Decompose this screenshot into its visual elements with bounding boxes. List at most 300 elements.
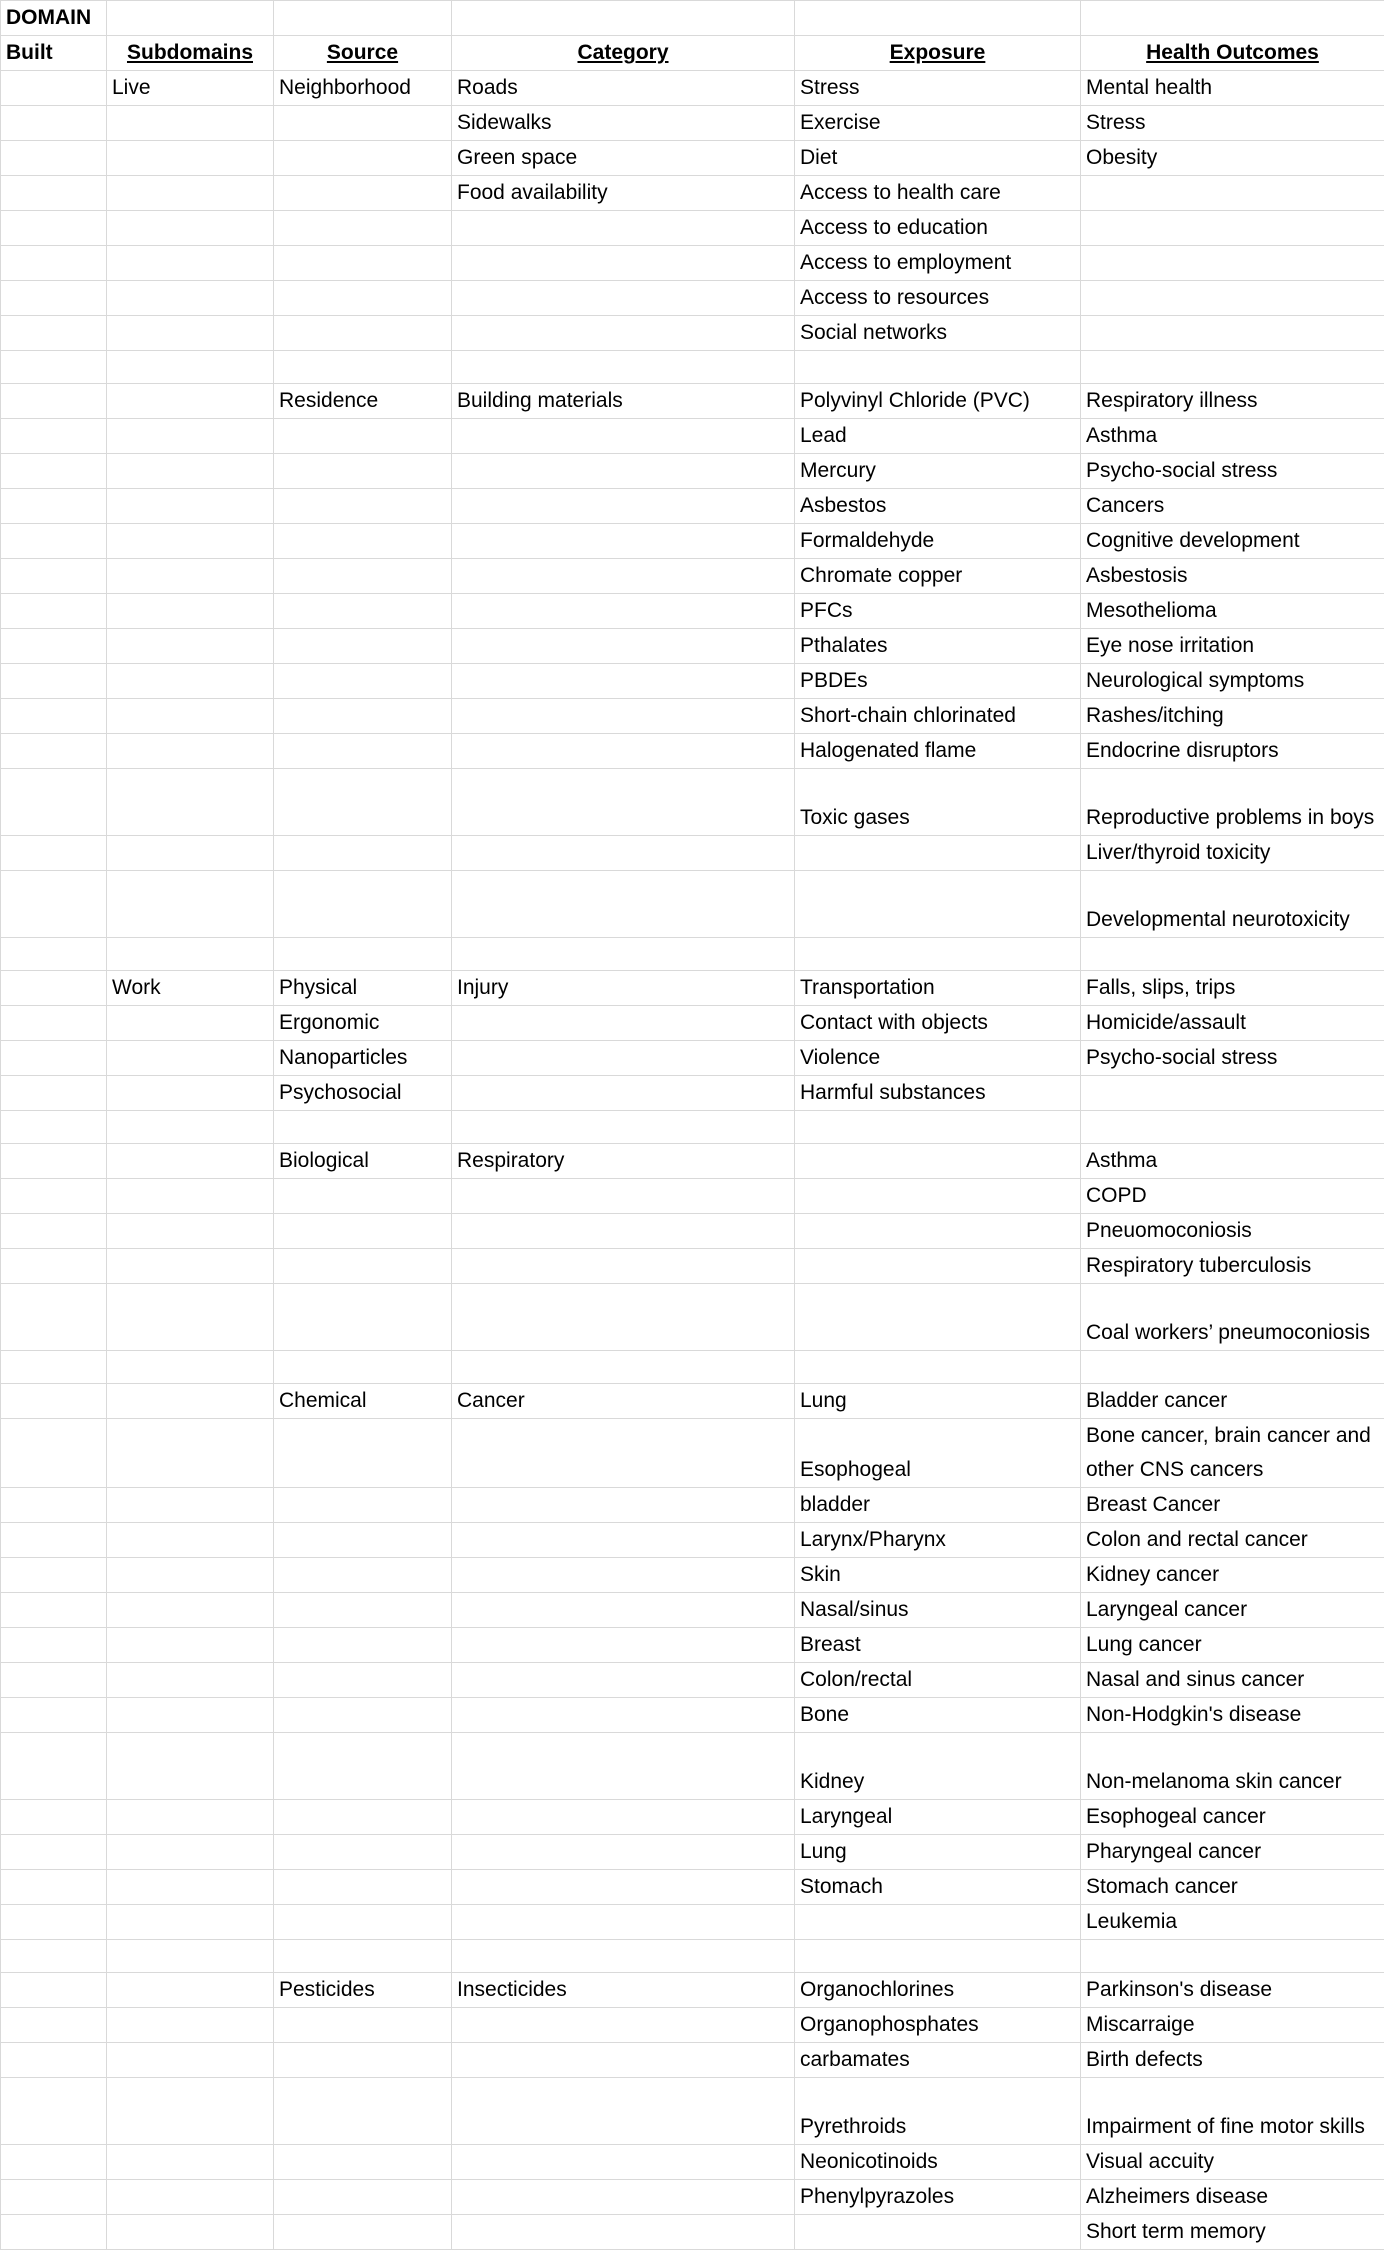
cell-category-col[interactable] — [452, 316, 795, 351]
cell-health-outcome-col[interactable]: Asthma — [1081, 1144, 1384, 1179]
cell-source-col[interactable] — [274, 1558, 452, 1593]
cell-exposure-col[interactable] — [795, 2215, 1081, 2250]
cell-source-col[interactable] — [274, 1628, 452, 1663]
cell-source-col[interactable] — [274, 734, 452, 769]
cell-source-col[interactable] — [274, 559, 452, 594]
cell-subdomain-col[interactable] — [107, 938, 274, 971]
cell-category-col[interactable] — [452, 2215, 795, 2250]
cell-domain-col[interactable] — [1, 1558, 107, 1593]
cell-health-outcome-col[interactable]: Miscarraige — [1081, 2008, 1384, 2043]
cell-source-col[interactable] — [274, 699, 452, 734]
cell-health-outcome-col[interactable]: Visual accuity — [1081, 2145, 1384, 2180]
cell-source-col[interactable] — [274, 664, 452, 699]
cell-subdomain-col[interactable] — [107, 1384, 274, 1419]
cell-domain-col[interactable] — [1, 769, 107, 836]
cell-category-col[interactable] — [452, 246, 795, 281]
cell-exposure-col[interactable]: Chromate copper — [795, 559, 1081, 594]
cell-subdomain-col[interactable] — [107, 419, 274, 454]
cell-subdomain-col[interactable] — [107, 489, 274, 524]
cell-category-col[interactable] — [452, 1179, 795, 1214]
cell-source-col[interactable]: Source — [274, 36, 452, 71]
cell-category-col[interactable] — [452, 769, 795, 836]
cell-source-col[interactable] — [274, 1870, 452, 1905]
cell-domain-col[interactable] — [1, 1905, 107, 1940]
cell-domain-col[interactable] — [1, 454, 107, 489]
cell-domain-col[interactable] — [1, 1733, 107, 1800]
cell-exposure-col[interactable]: Polyvinyl Chloride (PVC) — [795, 384, 1081, 419]
cell-exposure-col[interactable]: PBDEs — [795, 664, 1081, 699]
cell-health-outcome-col[interactable] — [1081, 351, 1384, 384]
cell-health-outcome-col[interactable]: Rashes/itching — [1081, 699, 1384, 734]
cell-exposure-col[interactable]: Transportation — [795, 971, 1081, 1006]
cell-exposure-col[interactable]: Exposure — [795, 36, 1081, 71]
cell-subdomain-col[interactable] — [107, 1628, 274, 1663]
cell-subdomain-col[interactable] — [107, 1249, 274, 1284]
cell-health-outcome-col[interactable]: Endocrine disruptors — [1081, 734, 1384, 769]
cell-domain-col[interactable] — [1, 1351, 107, 1384]
cell-health-outcome-col[interactable]: Stress — [1081, 106, 1384, 141]
cell-domain-col[interactable] — [1, 1249, 107, 1284]
cell-subdomain-col[interactable] — [107, 734, 274, 769]
cell-category-col[interactable]: Injury — [452, 971, 795, 1006]
cell-exposure-col[interactable] — [795, 1249, 1081, 1284]
cell-domain-col[interactable] — [1, 1179, 107, 1214]
cell-subdomain-col[interactable] — [107, 384, 274, 419]
cell-health-outcome-col[interactable]: Short term memory — [1081, 2215, 1384, 2250]
cell-domain-col[interactable] — [1, 141, 107, 176]
cell-category-col[interactable] — [452, 1111, 795, 1144]
cell-exposure-col[interactable] — [795, 1940, 1081, 1973]
cell-exposure-col[interactable] — [795, 1111, 1081, 1144]
cell-health-outcome-col[interactable]: Nasal and sinus cancer — [1081, 1663, 1384, 1698]
cell-health-outcome-col[interactable]: Bone cancer, brain cancer and other CNS cancers — [1081, 1419, 1384, 1488]
cell-subdomain-col[interactable] — [107, 629, 274, 664]
cell-subdomain-col[interactable] — [107, 1905, 274, 1940]
cell-domain-col[interactable] — [1, 871, 107, 938]
cell-exposure-col[interactable]: Diet — [795, 141, 1081, 176]
cell-domain-col[interactable] — [1, 971, 107, 1006]
cell-source-col[interactable] — [274, 769, 452, 836]
cell-subdomain-col[interactable] — [107, 1144, 274, 1179]
cell-subdomain-col[interactable] — [107, 246, 274, 281]
cell-subdomain-col[interactable] — [107, 2078, 274, 2145]
cell-health-outcome-col[interactable]: Respiratory tuberculosis — [1081, 1249, 1384, 1284]
cell-source-col[interactable] — [274, 871, 452, 938]
cell-subdomain-col[interactable] — [107, 1284, 274, 1351]
cell-health-outcome-col[interactable]: Psycho-social stress — [1081, 454, 1384, 489]
cell-exposure-col[interactable]: PFCs — [795, 594, 1081, 629]
cell-domain-col[interactable] — [1, 1041, 107, 1076]
cell-exposure-col[interactable]: Stomach — [795, 1870, 1081, 1905]
cell-health-outcome-col[interactable]: Cognitive development — [1081, 524, 1384, 559]
cell-category-col[interactable] — [452, 524, 795, 559]
cell-category-col[interactable] — [452, 2145, 795, 2180]
cell-category-col[interactable] — [452, 454, 795, 489]
cell-domain-col[interactable] — [1, 1835, 107, 1870]
cell-source-col[interactable] — [274, 2078, 452, 2145]
cell-health-outcome-col[interactable]: Stomach cancer — [1081, 1870, 1384, 1905]
cell-source-col[interactable] — [274, 938, 452, 971]
cell-subdomain-col[interactable] — [107, 2145, 274, 2180]
cell-source-col[interactable] — [274, 1800, 452, 1835]
cell-exposure-col[interactable]: carbamates — [795, 2043, 1081, 2078]
cell-health-outcome-col[interactable] — [1081, 1351, 1384, 1384]
cell-domain-col[interactable] — [1, 559, 107, 594]
cell-exposure-col[interactable]: Stress — [795, 71, 1081, 106]
cell-subdomain-col[interactable] — [107, 769, 274, 836]
cell-domain-col[interactable] — [1, 2215, 107, 2250]
cell-exposure-col[interactable]: Harmful substances — [795, 1076, 1081, 1111]
cell-health-outcome-col[interactable]: Lung cancer — [1081, 1628, 1384, 1663]
cell-source-col[interactable]: Pesticides — [274, 1973, 452, 2008]
cell-domain-col[interactable] — [1, 106, 107, 141]
cell-source-col[interactable] — [274, 1523, 452, 1558]
cell-domain-col[interactable] — [1, 1144, 107, 1179]
cell-domain-col[interactable] — [1, 629, 107, 664]
cell-health-outcome-col[interactable]: Obesity — [1081, 141, 1384, 176]
cell-health-outcome-col[interactable]: Pneuomoconiosis — [1081, 1214, 1384, 1249]
cell-source-col[interactable] — [274, 1488, 452, 1523]
cell-exposure-col[interactable]: Organochlorines — [795, 1973, 1081, 2008]
cell-subdomain-col[interactable] — [107, 2180, 274, 2215]
cell-category-col[interactable]: Insecticides — [452, 1973, 795, 2008]
cell-domain-col[interactable] — [1, 176, 107, 211]
cell-category-col[interactable] — [452, 871, 795, 938]
cell-category-col[interactable] — [452, 351, 795, 384]
cell-subdomain-col[interactable] — [107, 1419, 274, 1488]
cell-subdomain-col[interactable] — [107, 1870, 274, 1905]
cell-health-outcome-col[interactable]: Parkinson's disease — [1081, 1973, 1384, 2008]
cell-exposure-col[interactable] — [795, 1144, 1081, 1179]
cell-source-col[interactable] — [274, 351, 452, 384]
cell-category-col[interactable] — [452, 1351, 795, 1384]
cell-exposure-col[interactable] — [795, 1284, 1081, 1351]
cell-exposure-col[interactable]: Colon/rectal — [795, 1663, 1081, 1698]
cell-category-col[interactable] — [452, 2043, 795, 2078]
cell-category-col[interactable] — [452, 1214, 795, 1249]
cell-category-col[interactable] — [452, 1940, 795, 1973]
cell-subdomain-col[interactable] — [107, 351, 274, 384]
cell-exposure-col[interactable]: Lung — [795, 1384, 1081, 1419]
cell-source-col[interactable] — [274, 1284, 452, 1351]
cell-category-col[interactable]: Cancer — [452, 1384, 795, 1419]
cell-health-outcome-col[interactable]: Coal workers’ pneumoconiosis — [1081, 1284, 1384, 1351]
cell-health-outcome-col[interactable]: Breast Cancer — [1081, 1488, 1384, 1523]
cell-category-col[interactable] — [452, 1698, 795, 1733]
cell-exposure-col[interactable]: Access to employment — [795, 246, 1081, 281]
cell-subdomain-col[interactable] — [107, 699, 274, 734]
cell-source-col[interactable] — [274, 246, 452, 281]
cell-source-col[interactable] — [274, 1179, 452, 1214]
cell-subdomain-col[interactable] — [107, 454, 274, 489]
cell-domain-col[interactable] — [1, 2008, 107, 2043]
cell-subdomain-col[interactable] — [107, 1, 274, 36]
cell-category-col[interactable] — [452, 1488, 795, 1523]
cell-subdomain-col[interactable] — [107, 871, 274, 938]
cell-exposure-col[interactable]: Breast — [795, 1628, 1081, 1663]
cell-exposure-col[interactable]: Contact with objects — [795, 1006, 1081, 1041]
cell-category-col[interactable]: Green space — [452, 141, 795, 176]
cell-exposure-col[interactable] — [795, 1179, 1081, 1214]
cell-exposure-col[interactable]: Asbestos — [795, 489, 1081, 524]
cell-category-col[interactable] — [452, 938, 795, 971]
cell-domain-col[interactable] — [1, 211, 107, 246]
cell-exposure-col[interactable]: Esophogeal — [795, 1419, 1081, 1488]
cell-health-outcome-col[interactable] — [1081, 176, 1384, 211]
cell-exposure-col[interactable] — [795, 351, 1081, 384]
cell-source-col[interactable] — [274, 489, 452, 524]
cell-domain-col[interactable] — [1, 351, 107, 384]
cell-category-col[interactable] — [452, 211, 795, 246]
cell-source-col[interactable] — [274, 454, 452, 489]
cell-domain-col[interactable] — [1, 664, 107, 699]
cell-subdomain-col[interactable] — [107, 176, 274, 211]
cell-source-col[interactable]: Biological — [274, 1144, 452, 1179]
cell-subdomain-col[interactable] — [107, 1593, 274, 1628]
cell-domain-col[interactable] — [1, 384, 107, 419]
cell-domain-col[interactable] — [1, 1076, 107, 1111]
cell-subdomain-col[interactable] — [107, 2008, 274, 2043]
cell-subdomain-col[interactable] — [107, 1733, 274, 1800]
cell-category-col[interactable]: Roads — [452, 71, 795, 106]
cell-subdomain-col[interactable]: Work — [107, 971, 274, 1006]
cell-domain-col[interactable] — [1, 699, 107, 734]
cell-exposure-col[interactable]: Phenylpyrazoles — [795, 2180, 1081, 2215]
cell-category-col[interactable] — [452, 699, 795, 734]
cell-domain-col[interactable] — [1, 2145, 107, 2180]
cell-source-col[interactable] — [274, 316, 452, 351]
cell-domain-col[interactable]: Built — [1, 36, 107, 71]
cell-domain-col[interactable] — [1, 734, 107, 769]
cell-domain-col[interactable] — [1, 1006, 107, 1041]
cell-exposure-col[interactable]: Lead — [795, 419, 1081, 454]
cell-category-col[interactable] — [452, 2008, 795, 2043]
cell-health-outcome-col[interactable]: Pharyngeal cancer — [1081, 1835, 1384, 1870]
cell-category-col[interactable] — [452, 2180, 795, 2215]
cell-domain-col[interactable] — [1, 2043, 107, 2078]
cell-source-col[interactable] — [274, 141, 452, 176]
cell-exposure-col[interactable]: Short-chain chlorinated — [795, 699, 1081, 734]
cell-subdomain-col[interactable] — [107, 1488, 274, 1523]
cell-source-col[interactable] — [274, 2145, 452, 2180]
cell-health-outcome-col[interactable]: Developmental neurotoxicity — [1081, 871, 1384, 938]
cell-source-col[interactable] — [274, 1111, 452, 1144]
cell-domain-col[interactable] — [1, 1523, 107, 1558]
cell-domain-col[interactable] — [1, 281, 107, 316]
cell-domain-col[interactable] — [1, 524, 107, 559]
cell-health-outcome-col[interactable]: Respiratory illness — [1081, 384, 1384, 419]
cell-subdomain-col[interactable] — [107, 1351, 274, 1384]
cell-domain-col[interactable] — [1, 246, 107, 281]
cell-domain-col[interactable] — [1, 1488, 107, 1523]
cell-category-col[interactable] — [452, 1523, 795, 1558]
cell-source-col[interactable]: Neighborhood — [274, 71, 452, 106]
cell-exposure-col[interactable]: Kidney — [795, 1733, 1081, 1800]
cell-source-col[interactable] — [274, 524, 452, 559]
cell-health-outcome-col[interactable]: Health Outcomes — [1081, 36, 1384, 71]
cell-exposure-col[interactable]: Access to health care — [795, 176, 1081, 211]
cell-category-col[interactable] — [452, 629, 795, 664]
cell-health-outcome-col[interactable] — [1081, 1940, 1384, 1973]
cell-health-outcome-col[interactable]: Asthma — [1081, 419, 1384, 454]
cell-domain-col[interactable] — [1, 1870, 107, 1905]
cell-category-col[interactable]: Building materials — [452, 384, 795, 419]
cell-exposure-col[interactable]: Bone — [795, 1698, 1081, 1733]
cell-category-col[interactable] — [452, 1663, 795, 1698]
cell-domain-col[interactable] — [1, 1628, 107, 1663]
cell-exposure-col[interactable]: bladder — [795, 1488, 1081, 1523]
cell-source-col[interactable] — [274, 419, 452, 454]
cell-exposure-col[interactable] — [795, 1905, 1081, 1940]
cell-health-outcome-col[interactable] — [1081, 1, 1384, 36]
cell-health-outcome-col[interactable]: Asbestosis — [1081, 559, 1384, 594]
cell-source-col[interactable] — [274, 281, 452, 316]
cell-domain-col[interactable] — [1, 489, 107, 524]
cell-domain-col[interactable] — [1, 316, 107, 351]
cell-subdomain-col[interactable] — [107, 1698, 274, 1733]
cell-subdomain-col[interactable] — [107, 1076, 274, 1111]
cell-domain-col[interactable] — [1, 836, 107, 871]
cell-category-col[interactable]: Category — [452, 36, 795, 71]
cell-domain-col[interactable] — [1, 1593, 107, 1628]
cell-subdomain-col[interactable] — [107, 281, 274, 316]
cell-domain-col[interactable] — [1, 938, 107, 971]
cell-health-outcome-col[interactable]: Psycho-social stress — [1081, 1041, 1384, 1076]
cell-category-col[interactable] — [452, 1733, 795, 1800]
cell-health-outcome-col[interactable]: Leukemia — [1081, 1905, 1384, 1940]
cell-category-col[interactable] — [452, 1558, 795, 1593]
cell-source-col[interactable] — [274, 106, 452, 141]
cell-exposure-col[interactable]: Pthalates — [795, 629, 1081, 664]
cell-source-col[interactable] — [274, 1351, 452, 1384]
cell-domain-col[interactable] — [1, 1111, 107, 1144]
cell-category-col[interactable] — [452, 489, 795, 524]
cell-domain-col[interactable] — [1, 1940, 107, 1973]
cell-source-col[interactable] — [274, 1, 452, 36]
cell-subdomain-col[interactable] — [107, 2043, 274, 2078]
cell-health-outcome-col[interactable]: COPD — [1081, 1179, 1384, 1214]
cell-category-col[interactable] — [452, 734, 795, 769]
cell-health-outcome-col[interactable] — [1081, 246, 1384, 281]
cell-category-col[interactable] — [452, 559, 795, 594]
cell-source-col[interactable]: Ergonomic — [274, 1006, 452, 1041]
cell-category-col[interactable] — [452, 1284, 795, 1351]
cell-category-col[interactable] — [452, 1800, 795, 1835]
cell-source-col[interactable] — [274, 2043, 452, 2078]
cell-source-col[interactable]: Chemical — [274, 1384, 452, 1419]
cell-category-col[interactable] — [452, 1419, 795, 1488]
cell-domain-col[interactable]: DOMAIN — [1, 1, 107, 36]
cell-exposure-col[interactable] — [795, 1351, 1081, 1384]
cell-exposure-col[interactable]: Formaldehyde — [795, 524, 1081, 559]
cell-subdomain-col[interactable] — [107, 316, 274, 351]
cell-subdomain-col[interactable] — [107, 211, 274, 246]
cell-domain-col[interactable] — [1, 1284, 107, 1351]
cell-source-col[interactable] — [274, 1698, 452, 1733]
cell-category-col[interactable] — [452, 1905, 795, 1940]
cell-domain-col[interactable] — [1, 1698, 107, 1733]
cell-exposure-col[interactable]: Organophosphates — [795, 2008, 1081, 2043]
cell-health-outcome-col[interactable]: Birth defects — [1081, 2043, 1384, 2078]
cell-health-outcome-col[interactable]: Reproductive problems in boys — [1081, 769, 1384, 836]
cell-source-col[interactable]: Physical — [274, 971, 452, 1006]
cell-exposure-col[interactable]: Toxic gases — [795, 769, 1081, 836]
cell-domain-col[interactable] — [1, 1214, 107, 1249]
cell-health-outcome-col[interactable] — [1081, 1076, 1384, 1111]
cell-exposure-col[interactable]: Nasal/sinus — [795, 1593, 1081, 1628]
cell-category-col[interactable]: Respiratory — [452, 1144, 795, 1179]
cell-source-col[interactable] — [274, 629, 452, 664]
cell-subdomain-col[interactable]: Subdomains — [107, 36, 274, 71]
cell-source-col[interactable] — [274, 1940, 452, 1973]
cell-exposure-col[interactable] — [795, 1, 1081, 36]
cell-subdomain-col[interactable] — [107, 2215, 274, 2250]
cell-health-outcome-col[interactable]: Homicide/assault — [1081, 1006, 1384, 1041]
cell-source-col[interactable] — [274, 211, 452, 246]
cell-exposure-col[interactable]: Exercise — [795, 106, 1081, 141]
cell-category-col[interactable] — [452, 2078, 795, 2145]
cell-health-outcome-col[interactable]: Falls, slips, trips — [1081, 971, 1384, 1006]
cell-category-col[interactable] — [452, 1041, 795, 1076]
cell-subdomain-col[interactable] — [107, 594, 274, 629]
cell-exposure-col[interactable]: Social networks — [795, 316, 1081, 351]
cell-exposure-col[interactable] — [795, 938, 1081, 971]
cell-source-col[interactable] — [274, 1593, 452, 1628]
cell-exposure-col[interactable]: Violence — [795, 1041, 1081, 1076]
cell-source-col[interactable] — [274, 594, 452, 629]
cell-category-col[interactable] — [452, 419, 795, 454]
cell-health-outcome-col[interactable]: Mental health — [1081, 71, 1384, 106]
cell-health-outcome-col[interactable]: Colon and rectal cancer — [1081, 1523, 1384, 1558]
cell-exposure-col[interactable]: Larynx/Pharynx — [795, 1523, 1081, 1558]
cell-subdomain-col[interactable] — [107, 1214, 274, 1249]
cell-domain-col[interactable] — [1, 1663, 107, 1698]
cell-source-col[interactable] — [274, 176, 452, 211]
cell-category-col[interactable] — [452, 664, 795, 699]
cell-source-col[interactable] — [274, 1905, 452, 1940]
cell-category-col[interactable] — [452, 594, 795, 629]
cell-health-outcome-col[interactable]: Liver/thyroid toxicity — [1081, 836, 1384, 871]
cell-subdomain-col[interactable] — [107, 836, 274, 871]
cell-subdomain-col[interactable] — [107, 1940, 274, 1973]
cell-subdomain-col[interactable] — [107, 559, 274, 594]
cell-exposure-col[interactable] — [795, 871, 1081, 938]
cell-health-outcome-col[interactable]: Alzheimers disease — [1081, 2180, 1384, 2215]
cell-exposure-col[interactable]: Pyrethroids — [795, 2078, 1081, 2145]
cell-category-col[interactable] — [452, 1628, 795, 1663]
cell-source-col[interactable] — [274, 1249, 452, 1284]
cell-category-col[interactable] — [452, 1835, 795, 1870]
cell-category-col[interactable] — [452, 1, 795, 36]
cell-source-col[interactable] — [274, 2008, 452, 2043]
cell-source-col[interactable] — [274, 836, 452, 871]
cell-health-outcome-col[interactable]: Kidney cancer — [1081, 1558, 1384, 1593]
cell-subdomain-col[interactable] — [107, 1523, 274, 1558]
cell-subdomain-col[interactable] — [107, 141, 274, 176]
cell-category-col[interactable] — [452, 1006, 795, 1041]
cell-category-col[interactable] — [452, 1593, 795, 1628]
cell-category-col[interactable] — [452, 1870, 795, 1905]
cell-subdomain-col[interactable] — [107, 1558, 274, 1593]
cell-exposure-col[interactable]: Lung — [795, 1835, 1081, 1870]
cell-health-outcome-col[interactable]: Neurological symptoms — [1081, 664, 1384, 699]
cell-health-outcome-col[interactable]: Esophogeal cancer — [1081, 1800, 1384, 1835]
cell-source-col[interactable] — [274, 1419, 452, 1488]
cell-source-col[interactable] — [274, 1214, 452, 1249]
cell-health-outcome-col[interactable]: Cancers — [1081, 489, 1384, 524]
cell-exposure-col[interactable]: Access to education — [795, 211, 1081, 246]
cell-health-outcome-col[interactable]: Non-Hodgkin's disease — [1081, 1698, 1384, 1733]
